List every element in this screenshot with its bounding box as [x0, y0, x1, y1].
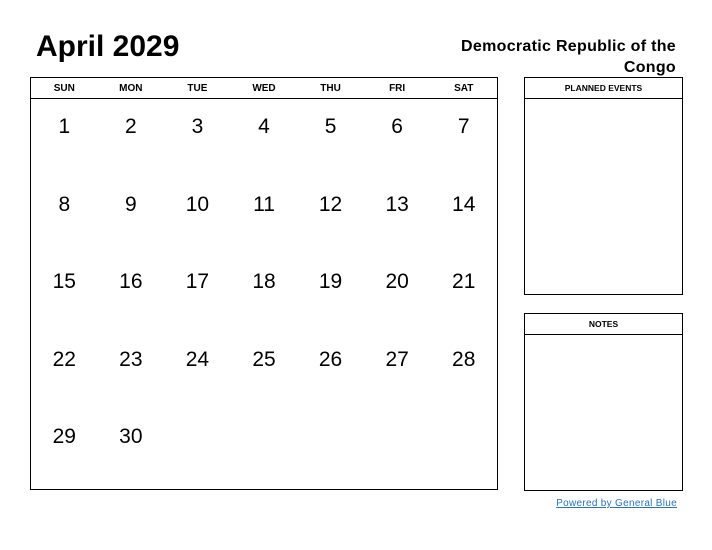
day-cell: 1: [58, 115, 71, 138]
day-cell: 12: [318, 192, 343, 216]
day-cell: 25: [252, 347, 276, 371]
page-title: April 2029: [36, 30, 180, 63]
day-cell: 17: [185, 270, 210, 294]
day-cell: 9: [125, 192, 137, 216]
day-cell: 28: [452, 347, 476, 371]
planned-events-box: [524, 77, 683, 295]
weekday-fri: FRI: [389, 83, 406, 94]
day-cell: 6: [391, 115, 403, 138]
day-cell: 14: [452, 192, 476, 216]
day-cell: [164, 409, 231, 487]
day-cell: [231, 409, 298, 487]
weekday-sun: SUN: [53, 83, 75, 94]
day-cell: [430, 409, 497, 487]
day-cell: [297, 409, 364, 487]
day-cell: 26: [318, 347, 343, 371]
day-cell: 16: [119, 270, 143, 294]
day-cell: 13: [385, 192, 409, 216]
notes-heading: NOTES: [525, 314, 682, 335]
weekday-mon: MON: [119, 83, 143, 94]
day-cell: 8: [58, 192, 71, 216]
day-cell: 3: [191, 115, 204, 138]
day-cell: 24: [185, 347, 210, 371]
day-cell: 22: [52, 347, 76, 371]
day-cell: 29: [52, 425, 76, 449]
day-cell: 23: [119, 347, 143, 371]
day-cell: 30: [119, 425, 143, 449]
day-cell: 2: [125, 115, 137, 138]
day-cell: 27: [385, 347, 409, 371]
planned-events-heading: PLANNED EVENTS: [525, 78, 682, 99]
weekday-sat: SAT: [454, 83, 474, 94]
weekday-header-row: [31, 78, 497, 99]
day-cell: 21: [452, 270, 476, 294]
weekday-thu: THU: [320, 83, 341, 94]
day-cell: [364, 409, 431, 487]
day-cell: 19: [318, 270, 343, 294]
day-cell: 10: [185, 192, 210, 216]
day-cell: 15: [52, 270, 76, 294]
powered-by-link[interactable]: Powered by General Blue: [556, 498, 677, 509]
calendar-body: [31, 99, 497, 487]
day-cell: 7: [457, 115, 470, 138]
weekday-tue: TUE: [187, 83, 208, 94]
calendar-grid: [30, 77, 498, 490]
notes-box: [524, 313, 683, 491]
day-cell: 18: [252, 270, 276, 294]
day-cell: 20: [385, 270, 409, 294]
day-cell: 11: [253, 192, 275, 216]
weekday-wed: WED: [252, 83, 276, 94]
day-cell: 5: [324, 115, 337, 138]
day-cell: 4: [258, 115, 270, 138]
country-name: Democratic Republic of the Congo: [461, 38, 676, 76]
